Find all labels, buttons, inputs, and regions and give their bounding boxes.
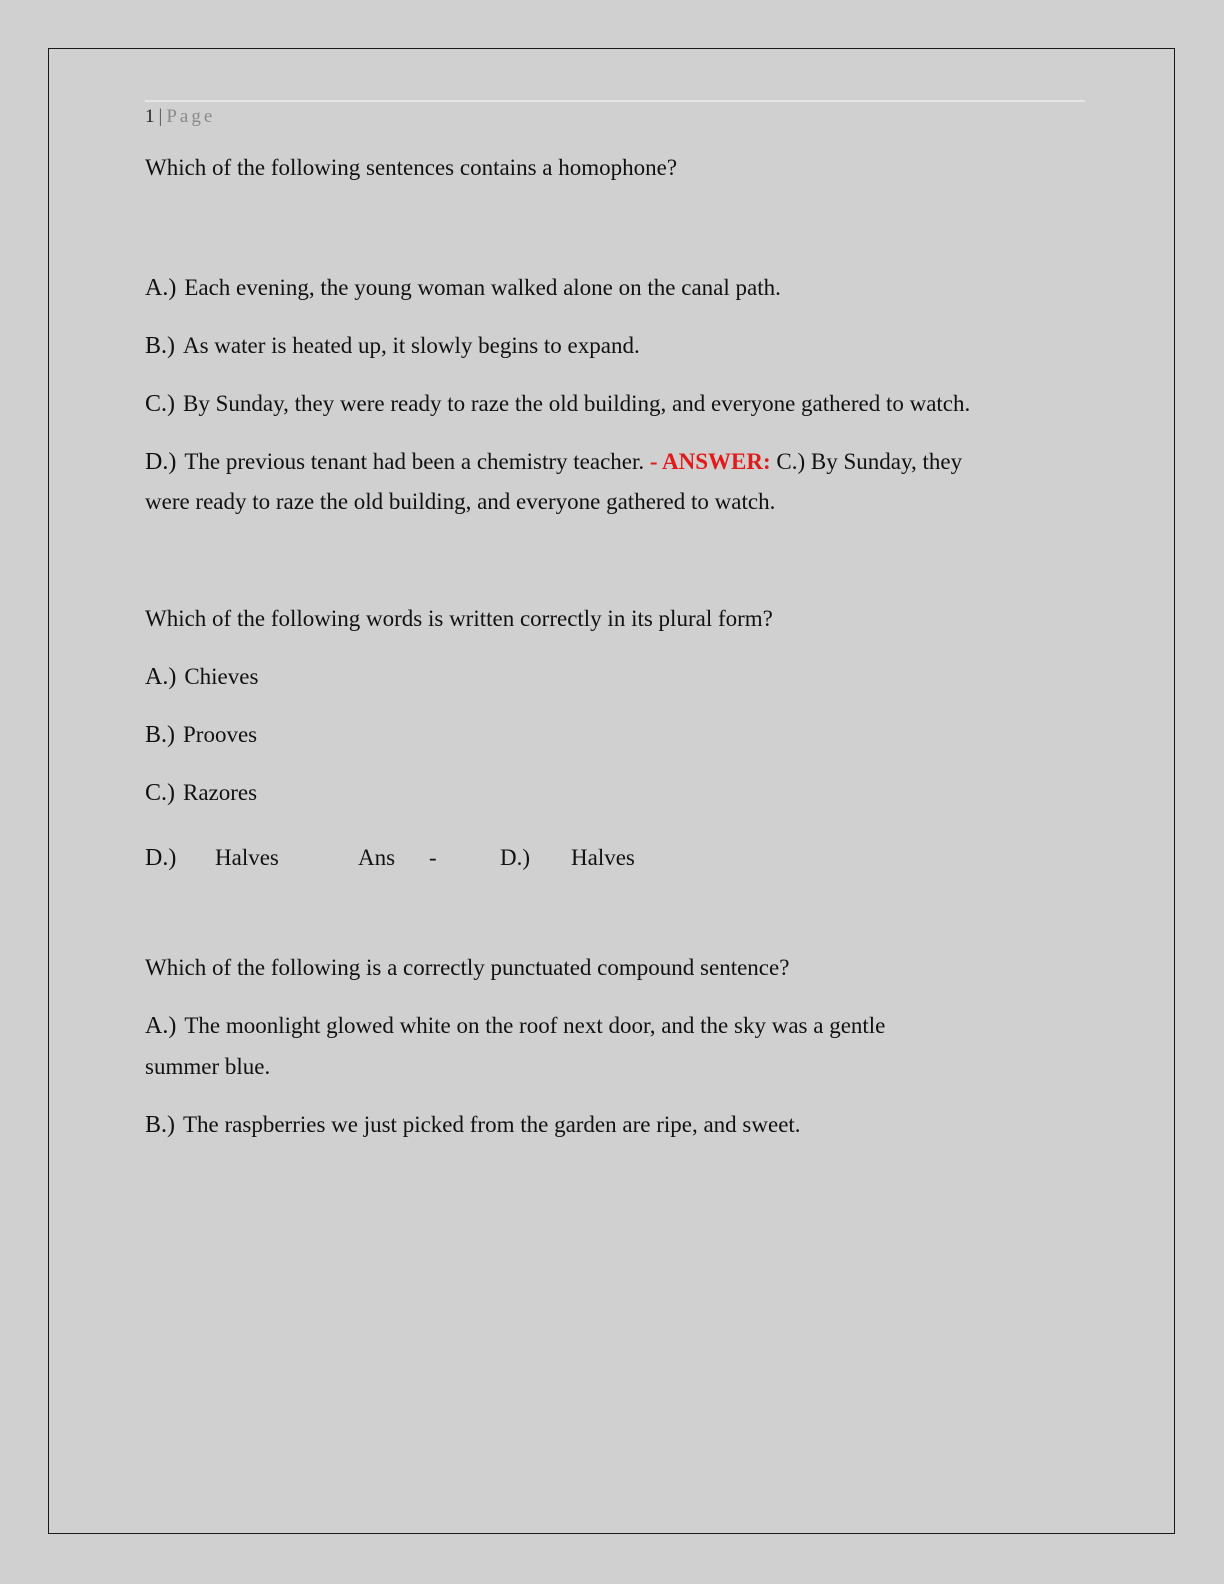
question-1-prompt: Which of the following sentences contains a homophone?	[145, 155, 678, 180]
question-3-option-a	[145, 1006, 885, 1046]
option-text: The raspberries we just picked from the garden are ripe, and sweet.	[183, 1112, 801, 1137]
answer-label: - ANSWER:	[649, 449, 771, 474]
question-2-option-b	[145, 715, 257, 755]
page-word: Page	[166, 106, 216, 127]
option-text: Halves	[215, 845, 279, 870]
question-2-option-d	[145, 838, 845, 878]
option-text: Razores	[183, 780, 258, 805]
question-3-option-b	[145, 1105, 801, 1145]
question-1-option-b	[145, 326, 640, 366]
question-1-option-d	[145, 442, 962, 482]
answer-letter: D.)	[500, 845, 531, 870]
option-letter: B.)	[145, 722, 175, 748]
answer-text: Halves	[571, 845, 635, 870]
option-letter: B.)	[145, 1112, 175, 1138]
answer-prefix: Ans	[358, 845, 396, 870]
answer-text: C.) By Sunday, they	[776, 449, 963, 474]
option-text: Each evening, the young woman walked alone on the canal path.	[184, 275, 781, 300]
option-letter: C.)	[145, 391, 175, 417]
question-2-prompt: Which of the following words is written correctly in its plural form?	[145, 606, 773, 631]
answer-dash: -	[429, 845, 437, 870]
page-number-header	[145, 106, 215, 128]
question-3-option-a-continued: summer blue.	[145, 1054, 271, 1079]
question-3-prompt: Which of the following is a correctly punctuated compound sentence?	[145, 955, 790, 980]
question-2-option-a	[145, 657, 258, 697]
option-text: The previous tenant had been a chemistry teacher.	[184, 449, 645, 474]
page-number: 1	[145, 106, 155, 127]
option-text: The moonlight glowed white on the roof next door, and the sky was a gentle	[184, 1013, 886, 1038]
option-letter: D.)	[145, 449, 177, 475]
option-letter: D.)	[145, 845, 177, 871]
option-text: Prooves	[183, 722, 258, 747]
question-2-option-c	[145, 773, 257, 813]
option-letter: C.)	[145, 780, 175, 806]
option-letter: A.)	[145, 1013, 177, 1039]
option-letter: A.)	[145, 275, 177, 301]
option-text: Chieves	[184, 664, 259, 689]
option-letter: A.)	[145, 664, 177, 690]
option-letter: B.)	[145, 333, 175, 359]
question-1-option-c	[145, 384, 970, 424]
question-1-answer-continued: were ready to raze the old building, and everyone gathered to watch.	[145, 489, 776, 514]
option-text: As water is heated up, it slowly begins to expand.	[183, 333, 640, 358]
page-separator: |	[158, 106, 163, 127]
option-text: By Sunday, they were ready to raze the old building, and everyone gathered to watch.	[183, 391, 971, 416]
question-1-option-a	[145, 268, 781, 308]
header-rule	[145, 100, 1085, 102]
